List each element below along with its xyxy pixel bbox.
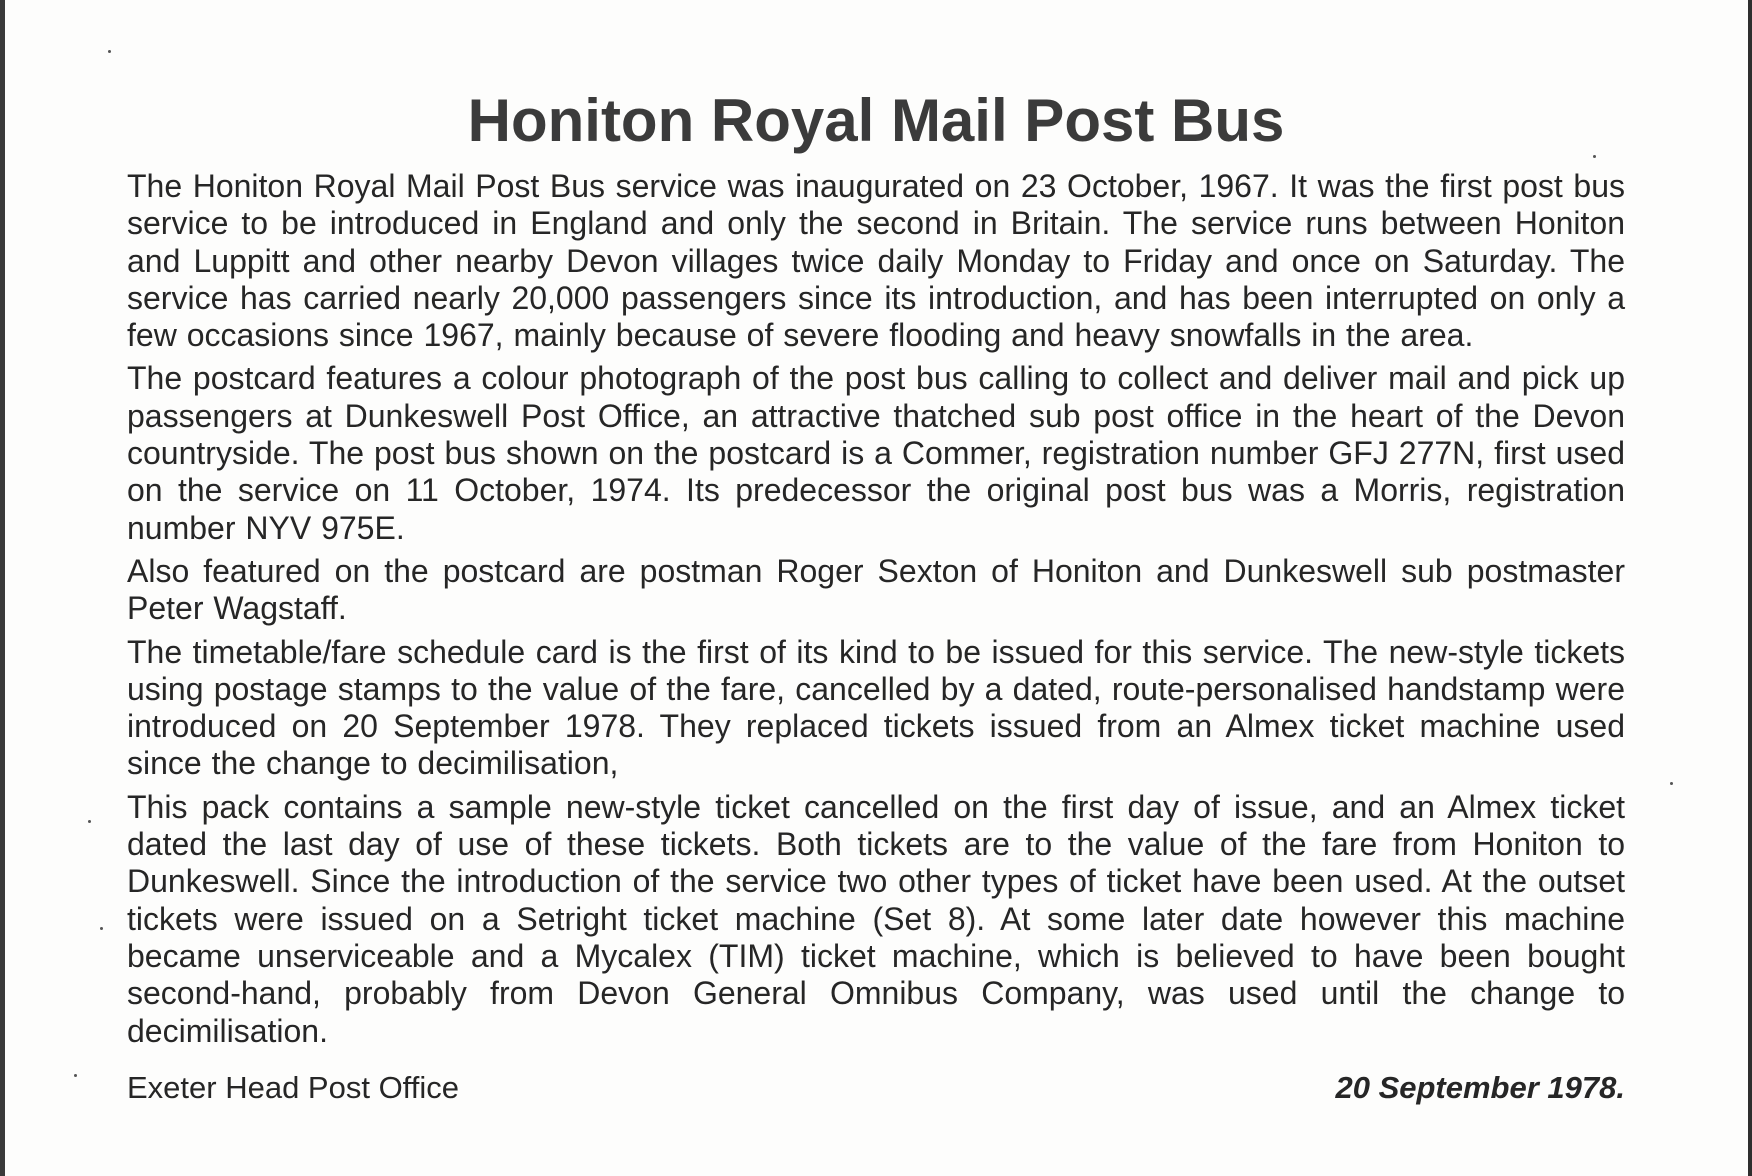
issue-date: 20 September 1978. (1335, 1069, 1625, 1105)
paper-speck (88, 820, 91, 823)
document-footer (127, 1070, 1625, 1110)
paper-speck (108, 50, 111, 53)
paragraph-featured-people: Also featured on the postcard are postman Roger Sexton of Honiton and Dunkeswell sub postmaster Peter Wagstaff. (127, 552, 1625, 627)
paper-speck (100, 927, 103, 930)
page-edge-left (0, 0, 5, 1176)
paper-speck (1670, 782, 1673, 785)
paper-speck (74, 1074, 77, 1077)
paragraph-pack-contents: This pack contains a sample new-style ticket cancelled on the first day of issue, and an Almex ticket dated the last day of use of these tickets. Both tickets are to the value of the fare from Honiton to Dunkeswell. Since the introduction of the service two other types of ticket have been used. At the outset tickets were issued on a Setright ticket machine (Set 8). At some later date however this machine became unserviceable and a Mycalex (TIM) ticket machine, which is believed to have been bought second-hand, probably from Devon General Omnibus Company, was used until the change to decimilisation. (127, 788, 1625, 1049)
page-title: Honiton Royal Mail Post Bus (467, 87, 1285, 154)
paragraph-postcard: The postcard features a colour photograph of the post bus calling to collect and deliver mail and pick up passengers at Dunkeswell Post Office, an attractive thatched sub post office in the heart of the Devon countryside. The post bus shown on the postcard is a Commer, registration number GFJ 277N, first used on the service on 11 October, 1974. Its predecessor the original post bus was a Morris, registration number NYV 975E. (127, 360, 1625, 546)
paragraph-timetable: The timetable/fare schedule card is the first of its kind to be issued for this service. The new-style tickets using postage stamps to the value of the fare, cancelled by a dated, route-personalised handstamp were introduced on 20 September 1978. They replaced tickets issued from an Almex ticket machine used since the change to decimilisation, (127, 633, 1625, 782)
paragraph-introduction: The Honiton Royal Mail Post Bus service was inaugurated on 23 October, 1967. It was the first post bus service to be introduced in England and only the second in Britain. The service runs between Honiton and Luppitt and other nearby Devon villages twice daily Monday to Friday and once on Saturday. The service has carried nearly 20,000 passengers since its introduction, and has been interrupted on only a few occasions since 1967, mainly because of severe flooding and heavy snowfalls in the area. (127, 168, 1625, 354)
issuer-label: Exeter Head Post Office (127, 1069, 459, 1105)
page-edge-right (1748, 0, 1752, 1176)
document-body (127, 86, 1625, 1110)
